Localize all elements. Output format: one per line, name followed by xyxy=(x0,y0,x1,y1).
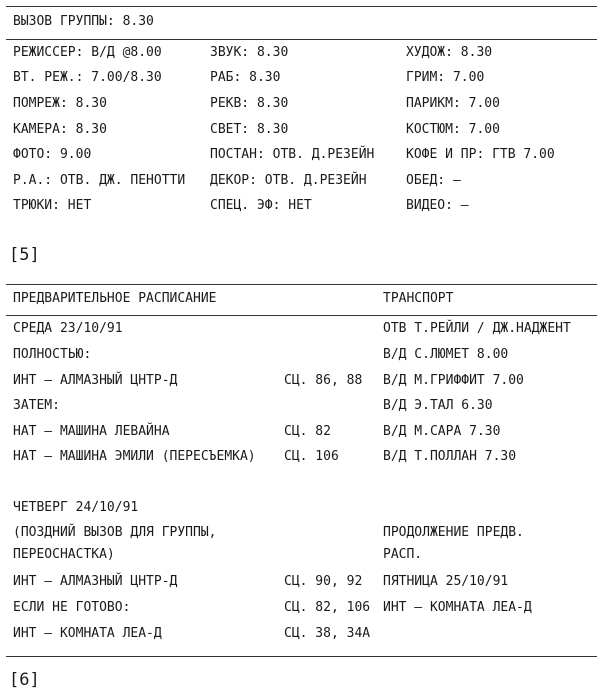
day1-date: СРЕДА 23/10/91 xyxy=(13,321,123,336)
day1-full: ПОЛНОСТЬЮ: xyxy=(13,347,92,362)
schedule-bottom-rule xyxy=(6,656,597,657)
schedule-header: ПРЕДВАРИТЕЛЬНОЕ РАСПИСАНИЕ xyxy=(13,291,217,306)
crew-hair: ПАРИКМ: 7.00 xyxy=(406,96,500,111)
transport-pollan: В/Д Т.ПОЛЛАН 7.30 xyxy=(383,449,517,464)
day2-scenes-38-34a: СЦ. 38, 34А xyxy=(284,626,371,641)
day1-scene-emily-car: НАТ — МАШИНА ЭМИЛИ (ПЕРЕСЪЕМКА) xyxy=(13,449,256,464)
day1-scene-diamond: ИНТ — АЛМАЗНЫЙ ЦНТР-Д xyxy=(13,373,178,388)
crew-sound: ЗВУК: 8.30 xyxy=(210,45,289,60)
day2-scenes-82-106: СЦ. 82, 106 xyxy=(284,600,371,615)
footnote-6: [6] xyxy=(9,670,40,690)
day2-rigging: ПЕРЕОСНАСТКА) xyxy=(13,547,115,562)
day2-scene-lea-room: ИНТ — КОМНАТА ЛЕА-Д xyxy=(13,626,162,641)
crew-coffee: КОФЕ И ПР: ГТВ 7.00 xyxy=(406,147,555,162)
schedule-top-rule xyxy=(6,284,597,285)
day2-date: ЧЕТВЕРГ 24/10/91 xyxy=(13,500,139,515)
crew-photo: ФОТО: 9.00 xyxy=(13,147,92,162)
crew-call-title: ВЫЗОВ ГРУППЫ: 8.30 xyxy=(13,14,154,29)
transport-griffith: В/Д М.ГРИФФИТ 7.00 xyxy=(383,373,524,388)
continued-schedule: ПРОДОЛЖЕНИЕ ПРЕДВ. xyxy=(383,525,524,540)
day2-if-not-ready: ЕСЛИ НЕ ГОТОВО: xyxy=(13,600,131,615)
crew-video: ВИДЕО: — xyxy=(406,198,469,213)
transport-tal: В/Д Э.ТАЛ 6.30 xyxy=(383,398,493,413)
crew-lighting: СВЕТ: 8.30 xyxy=(210,122,289,137)
crew-art: ХУДОЖ: 8.30 xyxy=(406,45,493,60)
day3-date: ПЯТНИЦА 25/10/91 xyxy=(383,574,509,589)
day1-then: ЗАТЕМ: xyxy=(13,398,60,413)
crew-camera: КАМЕРА: 8.30 xyxy=(13,122,107,137)
call-divider xyxy=(6,39,597,40)
crew-stunts: ТРЮКИ: НЕТ xyxy=(13,198,92,213)
crew-grip: РАБ: 8.30 xyxy=(210,70,281,85)
crew-ra: Р.А.: ОТВ. ДЖ. ПЕНОТТИ xyxy=(13,173,186,188)
schedule-header-rule xyxy=(6,315,597,316)
day2-late-call: (ПОЗДНИЙ ВЫЗОВ ДЛЯ ГРУППЫ, xyxy=(13,525,217,540)
day1-scenes-86-88: СЦ. 86, 88 xyxy=(284,373,363,388)
transport-sara: В/Д М.САРА 7.30 xyxy=(383,424,501,439)
day1-scene-levine-car: НАТ — МАШИНА ЛЕВАЙНА xyxy=(13,424,170,439)
crew-props: РЕКВ: 8.30 xyxy=(210,96,289,111)
crew-lunch: ОБЕД: — xyxy=(406,173,461,188)
crew-production: ПОСТАН: ОТВ. Д.РЕЗЕЙН xyxy=(210,147,375,162)
crew-director: РЕЖИССЕР: В/Д @8.00 xyxy=(13,45,162,60)
transport-responsible: ОТВ Т.РЕЙЛИ / ДЖ.НАДЖЕНТ xyxy=(383,321,571,336)
transport-header: ТРАНСПОРТ xyxy=(383,291,454,306)
crew-set-decor: ДЕКОР: ОТВ. Д.РЕЗЕЙН xyxy=(210,173,367,188)
day2-scene-diamond: ИНТ — АЛМАЗНЫЙ ЦНТР-Д xyxy=(13,574,178,589)
day1-scenes-82: СЦ. 82 xyxy=(284,424,331,439)
footnote-5: [5] xyxy=(9,245,40,265)
crew-makeup: ГРИМ: 7.00 xyxy=(406,70,485,85)
transport-lumet: В/Д С.ЛЮМЕТ 8.00 xyxy=(383,347,509,362)
crew-second-director: ВТ. РЕЖ.: 7.00/8.30 xyxy=(13,70,162,85)
top-rule xyxy=(6,6,597,7)
crew-sfx: СПЕЦ. ЭФ: НЕТ xyxy=(210,198,312,213)
day3-scene-lea-room: ИНТ — КОМНАТА ЛЕА-Д xyxy=(383,600,532,615)
crew-costume: КОСТЮМ: 7.00 xyxy=(406,122,500,137)
day1-scenes-106: СЦ. 106 xyxy=(284,449,339,464)
crew-assistant-director: ПОМРЕЖ: 8.30 xyxy=(13,96,107,111)
day2-scenes-90-92: СЦ. 90, 92 xyxy=(284,574,363,589)
continued-schedule-2: РАСП. xyxy=(383,547,423,562)
